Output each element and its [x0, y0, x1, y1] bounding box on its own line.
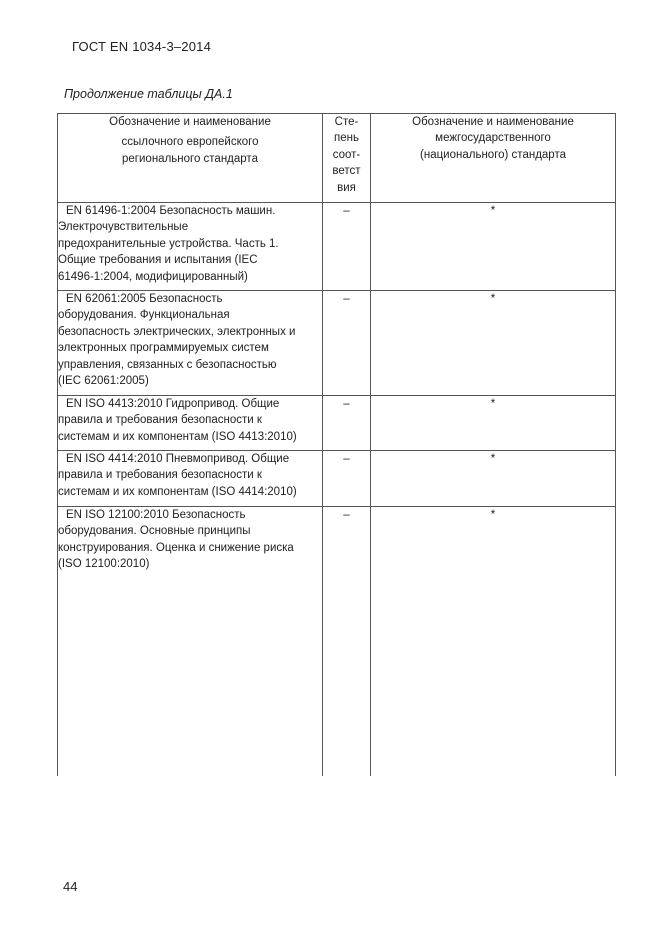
reference-line: Общие требования и испытания (IEC — [58, 254, 258, 267]
header-line: ссылочного европейского — [121, 136, 259, 149]
reference-line: предохранительные устройства. Часть 1. — [58, 237, 279, 250]
standards-table — [57, 113, 616, 776]
degree-cell: – — [323, 203, 371, 291]
document-code-header: ГОСТ EN 1034-3–2014 — [72, 39, 212, 54]
reference-line: (IEC 62061:2005) — [58, 375, 149, 388]
reference-line: управления, связанных с безопасностью — [58, 358, 277, 371]
reference-line: EN ISO 12100:2010 Безопасность — [66, 509, 246, 521]
national-standard-cell: * — [371, 396, 616, 451]
reference-line: EN ISO 4414:2010 Пневмопривод. Общие — [66, 453, 290, 465]
table-row — [58, 203, 616, 291]
header-line: вия — [337, 181, 356, 194]
reference-standard-cell — [58, 291, 323, 396]
reference-standard-cell — [58, 507, 323, 776]
header-line: пень — [334, 132, 359, 145]
reference-standard-cell — [58, 396, 323, 451]
table-row — [58, 507, 616, 776]
reference-line: системам и их компонентам (ISO 4413:2010) — [58, 430, 297, 443]
national-standard-cell: * — [371, 451, 616, 507]
national-standard-cell: * — [371, 291, 616, 396]
header-line: соот- — [332, 148, 361, 161]
header-line: межгосударственного — [435, 132, 551, 145]
reference-line: безопасность электрических, электронных и — [58, 325, 296, 338]
degree-cell: – — [323, 507, 371, 776]
reference-line: правила и требования безопасности к — [58, 414, 262, 427]
table-header-row — [58, 114, 616, 203]
reference-line: (ISO 12100:2010) — [58, 558, 150, 571]
reference-standard-cell — [58, 203, 323, 291]
reference-line: EN ISO 4413:2010 Гидропривод. Общие — [66, 398, 280, 410]
header-line: (национального) стандарта — [420, 148, 566, 161]
header-interstate-standard — [371, 114, 616, 203]
header-line: регионального стандарта — [122, 152, 258, 165]
reference-line: Электрочувствительные — [58, 221, 189, 234]
table-caption: Продолжение таблицы ДА.1 — [64, 87, 233, 101]
reference-line: EN 61496-1:2004 Безопасность машин. — [66, 205, 276, 217]
table-row — [58, 451, 616, 507]
header-degree-of-conformity — [323, 114, 371, 203]
reference-line: электронных программируемых систем — [58, 342, 269, 355]
header-european-standard — [58, 114, 323, 203]
degree-cell: – — [323, 451, 371, 507]
national-standard-cell: * — [371, 507, 616, 776]
reference-line: конструирования. Оценка и снижение риска — [58, 541, 294, 554]
reference-line: системам и их компонентам (ISO 4414:2010) — [58, 485, 297, 498]
header-line: Обозначение и наименование — [109, 116, 271, 128]
header-line: ветст — [332, 165, 361, 178]
degree-cell: – — [323, 291, 371, 396]
reference-line: 61496-1:2004, модифицированный) — [58, 270, 248, 283]
table-row — [58, 291, 616, 396]
national-standard-cell: * — [371, 203, 616, 291]
reference-standard-cell — [58, 451, 323, 507]
reference-line: правила и требования безопасности к — [58, 469, 262, 482]
header-line: Сте- — [334, 116, 359, 128]
reference-line: оборудования. Основные принципы — [58, 525, 251, 538]
degree-cell: – — [323, 396, 371, 451]
reference-line: EN 62061:2005 Безопасность — [66, 293, 223, 305]
page-number: 44 — [63, 879, 78, 894]
header-line: Обозначение и наименование — [412, 116, 574, 128]
table-row — [58, 396, 616, 451]
reference-line: оборудования. Функциональная — [58, 309, 230, 322]
